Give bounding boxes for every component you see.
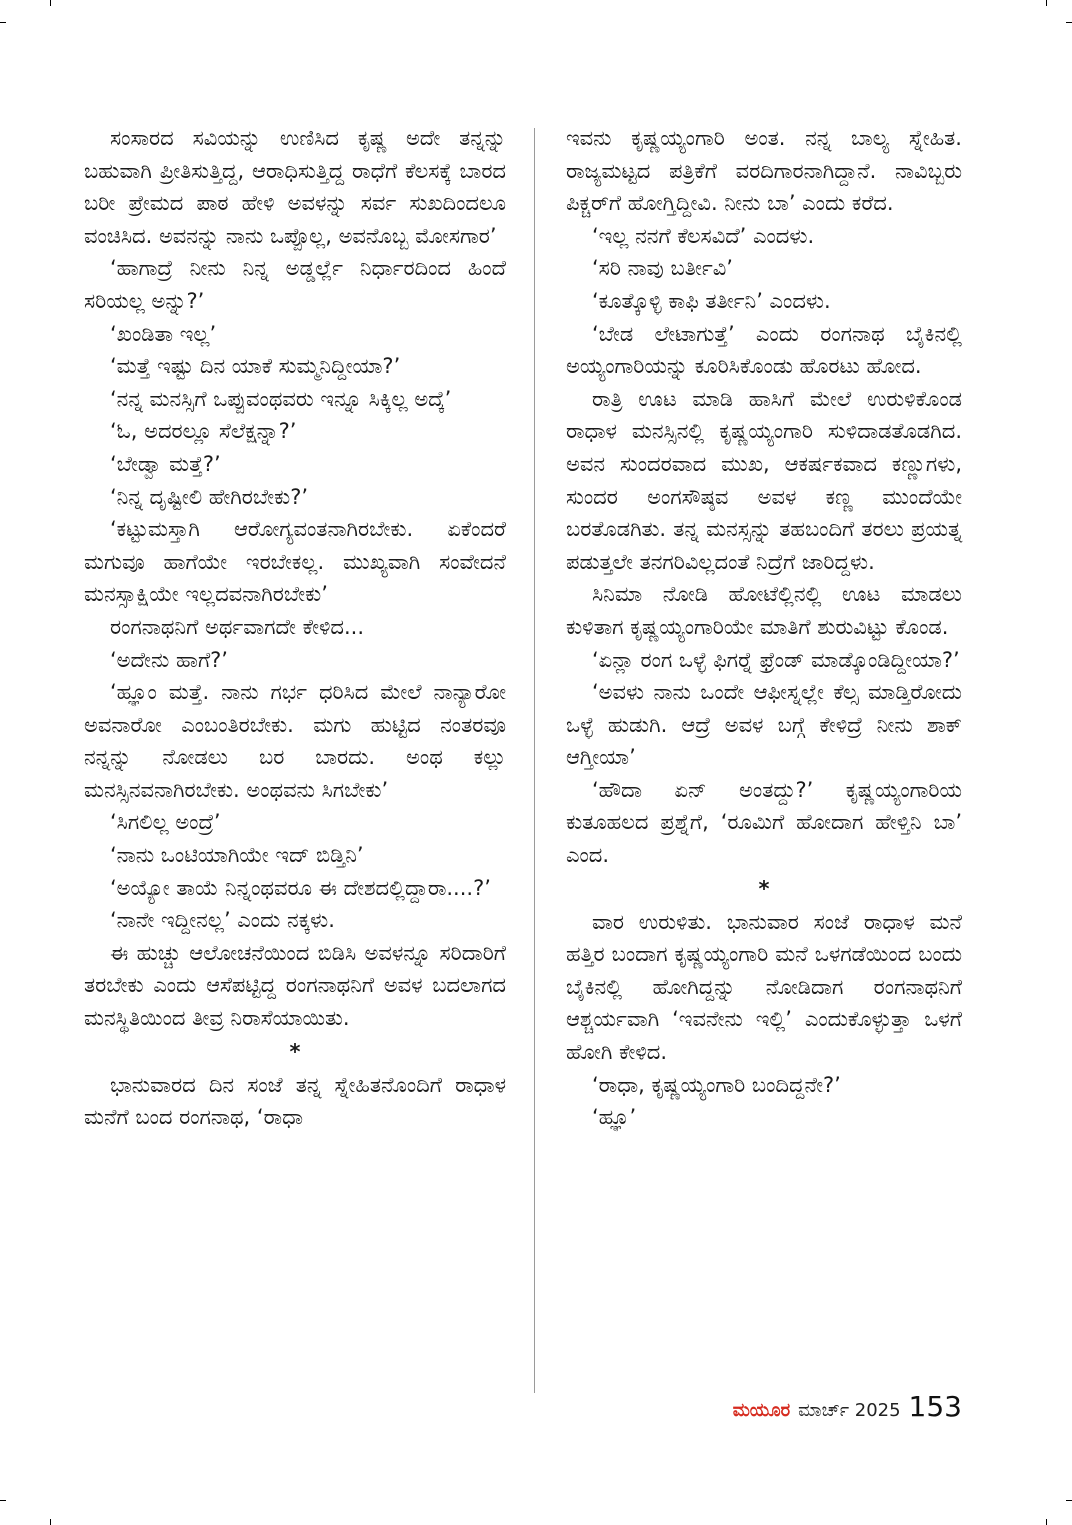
paragraph: ‘ರಾಧಾ, ಕೃಷ್ಣಯ್ಯಂಗಾರಿ ಬಂದಿದ್ದನೇ?’: [592, 1072, 841, 1097]
paragraph: ‘ಹ್ಞೂ’: [592, 1105, 637, 1130]
paragraph: ಭಾನುವಾರದ ದಿನ ಸಂಜೆ ತನ್ನ ಸ್ನೇಹಿತನೊಂದಿಗೆ ರಾಧಾಳ ಮನೆಗೆ ಬಂದ ರಂಗನಾಥ, ‘ರಾಧಾ: [84, 1072, 506, 1130]
paragraph: ರಾತ್ರಿ ಊಟ ಮಾಡಿ ಹಾಸಿಗೆ ಮೇಲೆ ಉರುಳಿಕೊಂಡ ರಾಧಾಳ ಮನಸ್ಸಿನಲ್ಲಿ ಕೃಷ್ಣಯ್ಯಂಗಾರಿ ಸುಳಿದಾಡತೊಡಗಿದ. ಅವನ ಸುಂದರವಾದ ಮುಖ, ಆಕರ್ಷಕವಾದ ಕಣ್ಣುಗಳು, ಸುಂದರ ಅಂಗಸೌಷ್ಠವ ಅವಳ ಕಣ್ಣ ಮುಂದೆಯೇ ಬರತೊಡಗಿತು. ತನ್ನ ಮನಸ್ಸನ್ನು ತಹಬಂದಿಗೆ ತರಲು ಪ್ರಯತ್ನ ಪಡುತ್ತಲೇ ತನಗರಿವಿಲ್ಲದಂತೆ ನಿದ್ರೆಗೆ ಜಾರಿದ್ದಳು.: [566, 386, 962, 574]
crop-mark: [1066, 22, 1072, 23]
paragraph: ‘ಹಾಗಾದ್ರೆ ನೀನು ನಿನ್ನ ಅಡ್ಡರ್ಲ್ಲೆ ನಿರ್ಧಾರದಿಂದ ಹಿಂದೆ ಸರಿಯಲ್ಲ ಅನ್ನು?’: [84, 256, 506, 313]
section-separator: *: [289, 1039, 301, 1064]
paragraph: ‘ಹೌದಾ ಏನ್ ಅಂತದ್ದು?’ ಕೃಷ್ಣಯ್ಯಂಗಾರಿಯ ಕುತೂಹಲದ ಪ್ರಶ್ನೆಗೆ, ‘ರೂಮಿಗೆ ಹೋದಾಗ ಹೇಳ್ತಿನಿ ಬಾ’ ಎಂದ.: [566, 777, 962, 868]
paragraph: ‘ಕೂತ್ಕೊಳ್ಳಿ ಕಾಫಿ ತರ್ತೀನಿ’ ಎಂದಳು.: [592, 288, 831, 313]
paragraph: ‘ಅವಳು ನಾನು ಒಂದೇ ಆಫೀಸ್ನಲ್ಲೇ ಕೆಲ್ಸ ಮಾಡ್ತಿರೋದು ಒಳ್ಳೆ ಹುಡುಗಿ. ಆದ್ರೆ ಅವಳ ಬಗ್ಗೆ ಕೇಳಿದ್ರೆ ನೀನು ಶಾಕ್ ಆಗ್ತೀಯಾ’: [566, 680, 962, 770]
page-number: 153: [908, 1390, 962, 1423]
issue-date: ಮಾರ್ಚ್ 2025: [798, 1400, 901, 1421]
paragraph: ‘ಹ್ಞೂಂ ಮತ್ತೆ. ನಾನು ಗರ್ಭ ಧರಿಸಿದ ಮೇಲೆ ನಾನ್ಯಾರೋ ಅವನಾರೋ ಎಂಬಂತಿರಬೇಕು. ಮಗು ಹುಟ್ಟಿದ ನಂತರವೂ ನನ್ನನ್ನು ನೋಡಲು ಬರ ಬಾರದು. ಅಂಥ ಕಲ್ಲು ಮನಸ್ಸಿನವನಾಗಿರಬೇಕು. ಅಂಥವನು ಸಿಗಬೇಕು’: [84, 680, 506, 802]
left-column: [84, 122, 506, 1134]
column-divider: [534, 128, 535, 1393]
paragraph: ‘ನಾನೇ ಇದ್ದೀನಲ್ಲ’ ಎಂದು ನಕ್ಕಳು.: [110, 908, 335, 933]
page-footer: [733, 1390, 962, 1423]
paragraph: ಸಿನಿಮಾ ನೋಡಿ ಹೋಟೆಲ್ಲಿನಲ್ಲಿ ಊಟ ಮಾಡಲು ಕುಳಿತಾಗ ಕೃಷ್ಣಯ್ಯಂಗಾರಿಯೇ ಮಾತಿಗೆ ಶುರುವಿಟ್ಟು ಕೊಂಡ.: [566, 582, 962, 639]
right-column: [566, 122, 962, 1134]
section-separator: *: [758, 876, 770, 901]
crop-mark: [0, 1500, 6, 1501]
paragraph: ‘ಬೇಡ್ವಾ ಮತ್ತೆ?’: [110, 451, 221, 476]
paragraph: ‘ಬೇಡ ಲೇಟಾಗುತ್ತೆ’ ಎಂದು ರಂಗನಾಥ ಬೈಕಿನಲ್ಲಿ ಅಯ್ಯಂಗಾರಿಯನ್ನು ಕೂರಿಸಿಕೊಂಡು ಹೊರಟು ಹೋದ.: [566, 321, 962, 379]
paragraph: ‘ಖಂಡಿತಾ ಇಲ್ಲ’: [110, 321, 217, 346]
paragraph: ‘ಸರಿ ನಾವು ಬರ್ತೀವಿ’: [592, 256, 733, 281]
crop-mark: [1046, 1519, 1047, 1525]
paragraph: ‘ಕಟ್ಟುಮಸ್ತಾಗಿ ಆರೋಗ್ಯವಂತನಾಗಿರಬೇಕು. ಏಕೆಂದರೆ ಮಗುವೂ ಹಾಗೆಯೇ ಇರಬೇಕಲ್ಲ. ಮುಖ್ಯವಾಗಿ ಸಂವೇದನೆ ಮನಸ್ಸಾಕ್ಷಿಯೇ ಇಲ್ಲದವನಾಗಿರಬೇಕು’: [84, 517, 506, 607]
paragraph: ರಂಗನಾಥನಿಗೆ ಅರ್ಥವಾಗದೇ ಕೇಳಿದ...: [110, 614, 365, 639]
paragraph: ಈ ಹುಚ್ಚು ಆಲೋಚನೆಯಿಂದ ಬಿಡಿಸಿ ಅವಳನ್ನೂ ಸರಿದಾರಿಗೆ ತರಬೇಕು ಎಂದು ಆಸೆಪಟ್ಟಿದ್ದ ರಂಗನಾಥನಿಗೆ ಅವಳ ಬದಲಾಗದ ಮನಸ್ಥಿತಿಯಿಂದ ತೀವ್ರ ನಿರಾಸೆಯಾಯಿತು.: [84, 940, 506, 1031]
paragraph: ‘ಅದೇನು ಹಾಗೆ?’: [110, 647, 228, 672]
paragraph: ‘ಮತ್ತೆ ಇಷ್ಟು ದಿನ ಯಾಕೆ ಸುಮ್ಮನಿದ್ದೀಯಾ?’: [110, 354, 401, 379]
paragraph: ‘ಸಿಗಲಿಲ್ಲ ಅಂದ್ರೆ’: [110, 810, 221, 835]
paragraph: ‘ಅಯ್ಯೋ ತಾಯೆ ನಿನ್ನಂಥವರೂ ಈ ದೇಶದಲ್ಲಿದ್ದಾರಾ....?’: [110, 875, 491, 900]
crop-mark: [50, 1519, 51, 1525]
crop-mark: [0, 22, 6, 23]
paragraph: ಸಂಸಾರದ ಸವಿಯನ್ನು ಉಣಿಸಿದ ಕೃಷ್ಣ ಅದೇ ತನ್ನನ್ನು ಬಹುವಾಗಿ ಪ್ರೀತಿಸುತ್ತಿದ್ದ, ಆರಾಧಿಸುತ್ತಿದ್ದ ರಾಧೆಗೆ ಕೆಲಸಕ್ಕೆ ಬಾರದ ಬರೀ ಪ್ರೇಮದ ಪಾಠ ಹೇಳಿ ಅವಳನ್ನು ಸರ್ವ ಸುಖದಿಂದಲೂ ವಂಚಿಸಿದ. ಅವನನ್ನು ನಾನು ಒಪ್ಪೊಲ್ಲ, ಅವನೊಬ್ಬ ಮೋಸಗಾರ’: [84, 126, 506, 248]
paragraph: ವಾರ ಉರುಳಿತು. ಭಾನುವಾರ ಸಂಜೆ ರಾಧಾಳ ಮನೆ ಹತ್ತಿರ ಬಂದಾಗ ಕೃಷ್ಣಯ್ಯಂಗಾರಿ ಮನೆ ಒಳಗಡೆಯಿಂದ ಬಂದು ಬೈಕಿನಲ್ಲಿ ಹೋಗಿದ್ದನ್ನು ನೋಡಿದಾಗ ರಂಗನಾಥನಿಗೆ ಆಶ್ಚರ್ಯವಾಗಿ ‘ಇವನೇನು ಇಲ್ಲಿ’ ಎಂದುಕೊಳ್ಳುತ್ತಾ ಒಳಗೆ ಹೋಗಿ ಕೇಳಿದ.: [566, 909, 962, 1065]
crop-mark: [1066, 1500, 1072, 1501]
crop-mark: [50, 0, 51, 6]
crop-mark: [1046, 0, 1047, 6]
paragraph: ‘ಓ, ಅದರಲ್ಲೂ ಸೆಲೆಕ್ಷನ್ನಾ?’: [110, 419, 297, 444]
paragraph: ಇವನು ಕೃಷ್ಣಯ್ಯಂಗಾರಿ ಅಂತ. ನನ್ನ ಬಾಲ್ಯ ಸ್ನೇಹಿತ. ರಾಜ್ಯಮಟ್ಟದ ಪತ್ರಿಕೆಗೆ ವರದಿಗಾರನಾಗಿದ್ದಾನೆ. ನಾವಿಬ್ಬರು ಪಿಕ್ಚರ್‌ಗೆ ಹೋಗ್ತಿದ್ದೀವಿ. ನೀನು ಬಾ’ ಎಂದು ಕರೆದ.: [566, 126, 962, 216]
paragraph: ‘ನಿನ್ನ ದೃಷ್ಟೀಲಿ ಹೇಗಿರಬೇಕು?’: [110, 484, 309, 509]
paragraph: ‘ಇಲ್ಲ ನನಗೆ ಕೆಲಸವಿದೆ’ ಎಂದಳು.: [592, 223, 815, 248]
paragraph: ‘ಏನ್ಲಾ ರಂಗ ಒಳ್ಳೆ ಫಿಗರ್‍ನೆ ಫ್ರೆಂಡ್ ಮಾಡ್ಕೊಂಡಿದ್ದೀಯಾ?’: [592, 647, 960, 672]
paragraph: ‘ನನ್ನ ಮನಸ್ಸಿಗೆ ಒಪ್ಪುವಂಥವರು ಇನ್ನೂ ಸಿಕ್ಕಿಲ್ಲ ಅದ್ಕೆ’: [110, 386, 452, 411]
paragraph: ‘ನಾನು ಒಂಟಿಯಾಗಿಯೇ ಇದ್ ಬಿಡ್ತಿನಿ’: [110, 843, 364, 868]
magazine-logo: ಮಯೂರ: [732, 1400, 791, 1421]
